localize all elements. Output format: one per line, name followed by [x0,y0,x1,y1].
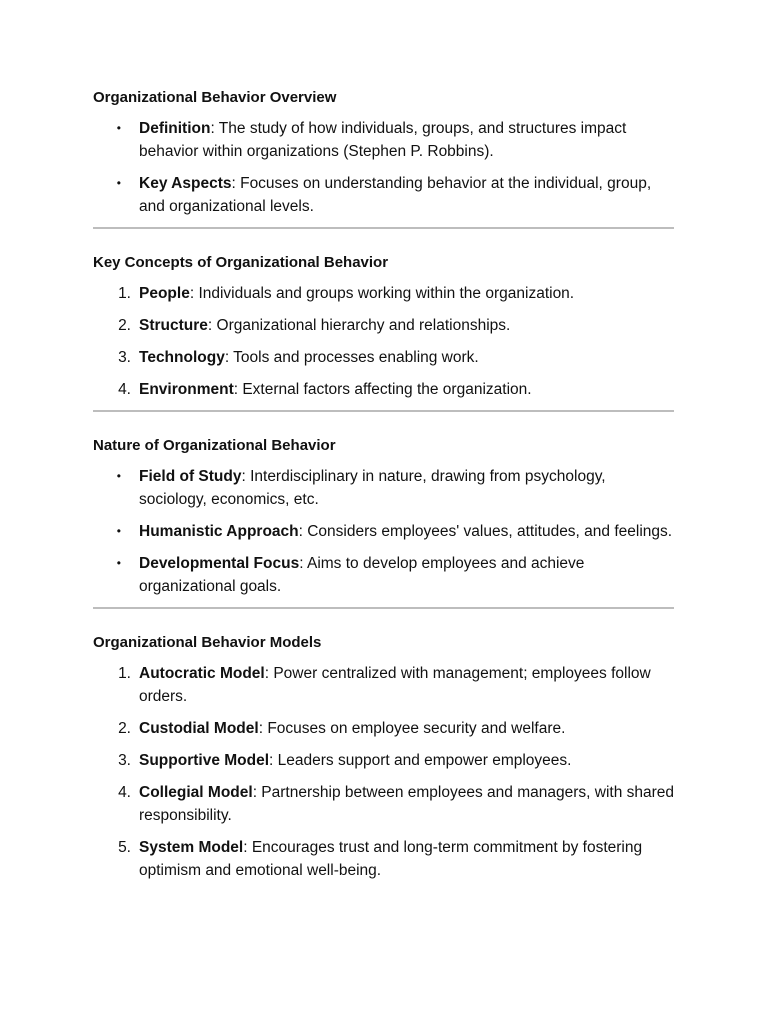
item-term: Humanistic Approach [139,523,299,540]
item-text: : Encourages trust and long-term commitment by fostering optimism and emotional well-being. [139,839,643,879]
bullet-marker: • [116,176,121,190]
list-item [93,346,674,369]
section-divider [93,410,674,412]
item-text: : Focuses on understanding behavior at the individual, group, and organizational levels. [139,175,652,215]
item-term: Key Aspects [139,175,232,192]
section-title: Organizational Behavior Models [93,634,322,651]
list-item [93,314,674,337]
item-term: Environment [139,381,234,398]
bullet-list [93,465,674,598]
section-title: Nature of Organizational Behavior [93,437,336,454]
item-term: Definition [139,120,211,137]
item-term: System Model [139,839,244,856]
item-term: Structure [139,317,208,334]
item-number: 3. [118,349,131,366]
item-number: 2. [118,720,131,737]
section-overview [93,88,674,218]
item-number: 5. [118,839,131,856]
item-term: Developmental Focus [139,555,300,572]
list-item [93,172,674,218]
list-item [93,717,674,740]
list-item [93,282,674,305]
item-term: Field of Study [139,468,242,485]
section-models [93,633,674,882]
list-item [93,749,674,772]
item-term: Autocratic Model [139,665,265,682]
item-text: : External factors affecting the organization. [233,381,532,398]
item-text: : Partnership between employees and managers, with shared responsibility. [139,784,675,824]
section-divider [93,227,674,229]
section-key-concepts [93,253,674,401]
numbered-list [93,282,674,401]
item-term: Custodial Model [139,720,259,737]
bullet-marker: • [116,121,121,135]
item-text: : Organizational hierarchy and relationships. [207,317,511,334]
item-text: : Focuses on employee security and welfare. [258,720,566,737]
item-text: : Considers employees' values, attitudes, and feelings. [298,523,673,540]
item-number: 4. [118,784,131,801]
section-title: Organizational Behavior Overview [93,89,337,106]
item-text: : Power centralized with management; employees follow orders. [139,665,651,705]
item-number: 2. [118,317,131,334]
item-term: People [139,285,190,302]
section-divider [93,607,674,609]
section-title: Key Concepts of Organizational Behavior [93,254,389,271]
item-text: : Leaders support and empower employees. [269,752,572,769]
bullet-list [93,117,674,218]
item-number: 4. [118,381,131,398]
item-number: 3. [118,752,131,769]
item-term: Supportive Model [139,752,270,769]
item-term: Collegial Model [139,784,253,801]
list-item [93,662,674,708]
list-item [93,465,674,511]
numbered-list [93,662,674,882]
item-term: Technology [139,349,225,366]
list-item [93,378,674,401]
item-text: : Individuals and groups working within the organization. [189,285,575,302]
item-number: 1. [118,285,131,302]
item-text: : Aims to develop employees and achieve organizational goals. [139,555,585,595]
list-item [93,836,674,882]
list-item [93,552,674,598]
item-text: : Tools and processes enabling work. [224,349,479,366]
item-text: : Interdisciplinary in nature, drawing from psychology, sociology, economics, etc. [139,468,606,508]
list-item [93,117,674,163]
bullet-marker: • [116,556,121,570]
list-item [93,781,674,827]
bullet-marker: • [116,524,121,538]
list-item [93,520,674,543]
bullet-marker: • [116,469,121,483]
section-nature [93,436,674,598]
item-text: : The study of how individuals, groups, and structures impact behavior within organizations (Stephen P. Robbins). [139,120,627,160]
item-number: 1. [118,665,131,682]
